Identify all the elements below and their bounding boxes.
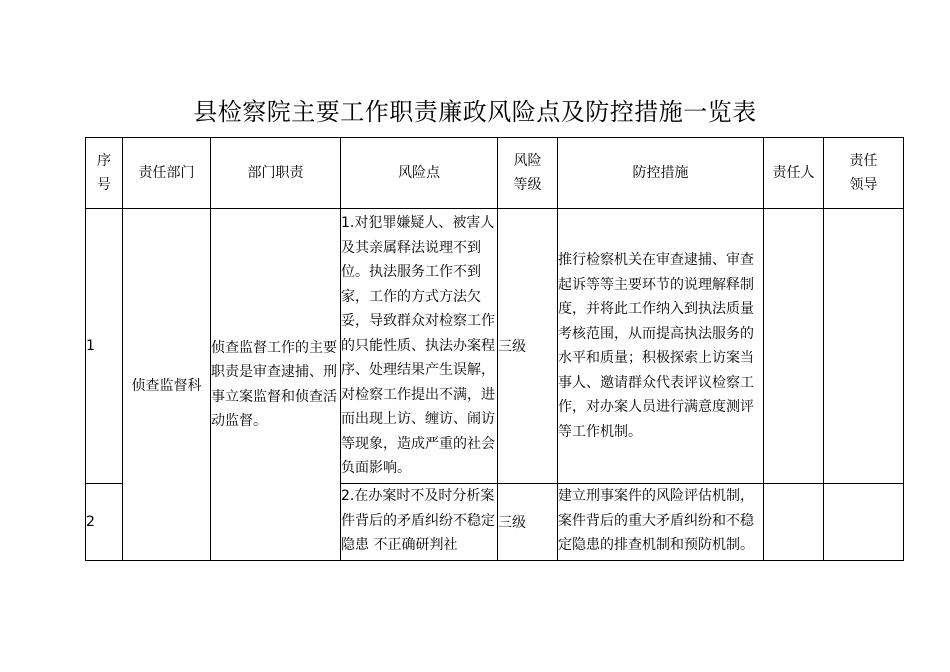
cell-leader	[824, 484, 904, 561]
header-dept: 责任部门	[123, 138, 211, 209]
cell-risk: 2.在办案时不及时分析案件背后的矛盾纠纷不稳定隐患 不正确研判社	[341, 484, 498, 561]
header-measure: 防控措施	[558, 138, 764, 209]
cell-dept: 侦查监督科	[123, 209, 211, 561]
cell-measure: 建立刑事案件的风险评估机制，案件背后的重大矛盾纠纷和不稳定隐患的排查机制和预防机制。	[558, 484, 764, 561]
cell-level: 三级	[498, 209, 558, 484]
row-seq: 2	[86, 484, 123, 561]
cell-owner	[764, 209, 824, 484]
header-seq: 序号	[86, 138, 123, 209]
cell-risk: 1.对犯罪嫌疑人、被害人及其亲属释法说理不到位。执法服务工作不到家，工作的方式方法欠妥，导致群众对检察工作的只能性质、执法办案程序、处理结果产生误解，对检察工作提出不满，进而出现上访、缠访、闹访等现象，造成严重的社会负面影响。	[341, 209, 498, 484]
header-row	[86, 138, 904, 209]
row-seq: 1	[86, 209, 123, 484]
header-level: 风险等级	[498, 138, 558, 209]
header-risk: 风险点	[341, 138, 498, 209]
document-title: 县检察院主要工作职责廉政风险点及防控措施一览表	[193, 98, 757, 126]
cell-duty: 侦查监督工作的主要职责是审查逮捕、刑事立案监督和侦查活动监督。	[211, 209, 341, 561]
header-owner: 责任人	[764, 138, 824, 209]
cell-level: 三级	[498, 484, 558, 561]
cell-leader	[824, 209, 904, 484]
table-row	[86, 209, 904, 484]
risk-table	[85, 137, 904, 561]
header-duty: 部门职责	[211, 138, 341, 209]
header-leader: 责任领导	[824, 138, 904, 209]
cell-owner	[764, 484, 824, 561]
cell-measure: 推行检察机关在审查逮捕、审查起诉等等主要环节的说理解释制度，并将此工作纳入到执法质量考核范围，从而提高执法服务的水平和质量；积极探索上访案当事人、邀请群众代表评议检察工作，对办案人员进行满意度测评等工作机制。	[558, 209, 764, 484]
